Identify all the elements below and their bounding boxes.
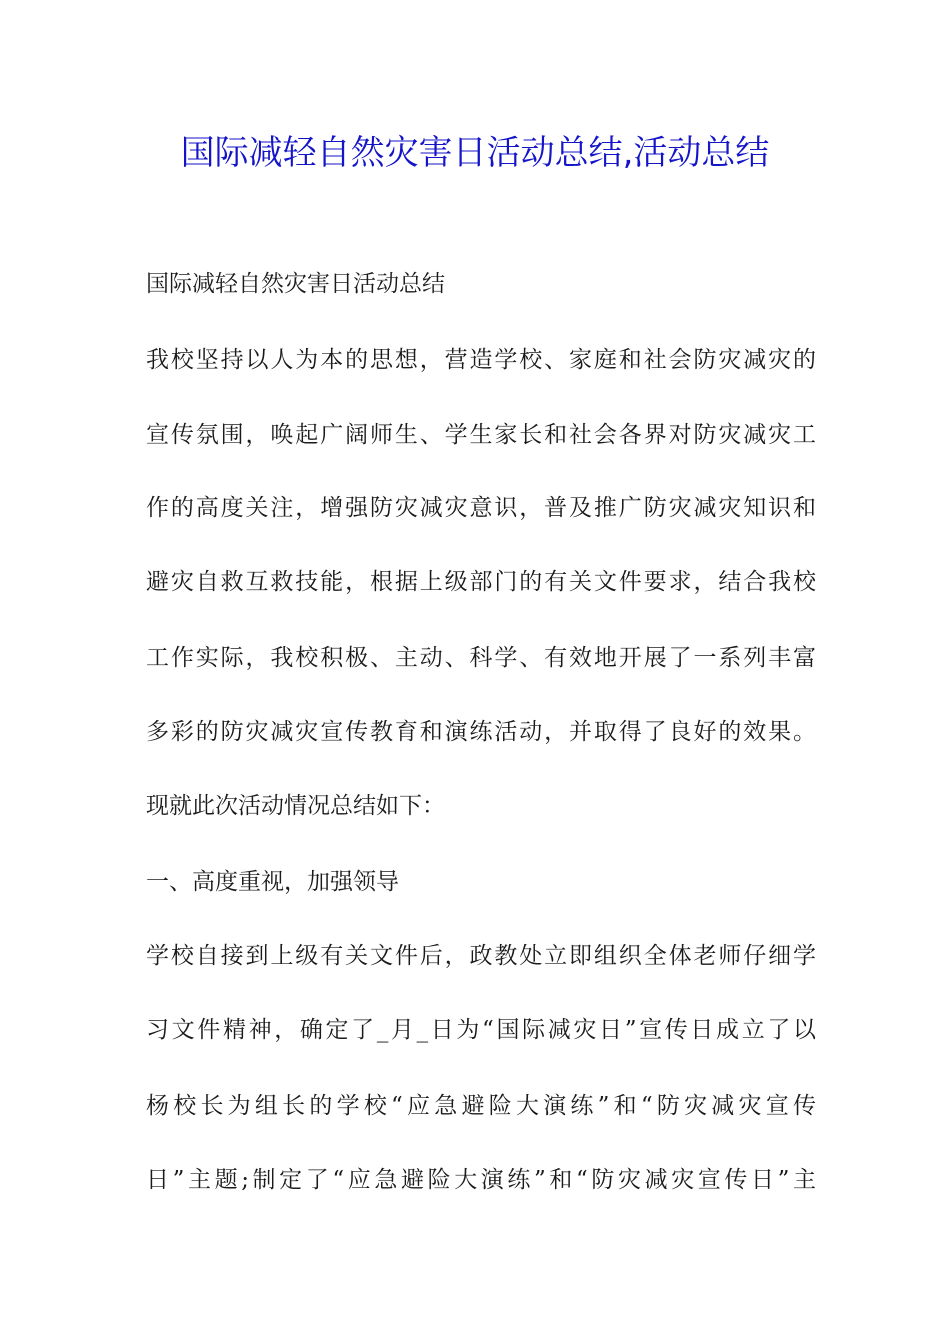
paragraph-line: 学校自接到上级有关文件后，政教处立即组织全体老师仔细学	[146, 943, 816, 969]
paragraph-line: 工作实际，我校积极、主动、科学、有效地开展了一系列丰富	[146, 645, 816, 671]
paragraph-line: 现就此次活动情况总结如下：	[146, 793, 445, 819]
paragraph-line: 习文件精神，确定了_月_日为“国际减灾日”宣传日成立了以	[146, 1017, 816, 1043]
document-subtitle: 国际减轻自然灾害日活动总结	[146, 271, 445, 297]
paragraph-line: 多彩的防灾减灾宣传教育和演练活动，并取得了良好的效果。	[146, 719, 816, 745]
paragraph-line: 我校坚持以人为本的思想，营造学校、家庭和社会防灾减灾的	[146, 347, 816, 373]
paragraph-line: 杨校长为组长的学校“应急避险大演练”和“防灾减灾宣传	[146, 1093, 816, 1119]
document-title: 国际减轻自然灾害日活动总结,活动总结	[180, 133, 770, 173]
paragraph-line: 避灾自救互救技能，根据上级部门的有关文件要求，结合我校	[146, 569, 816, 595]
paragraph-line: 日”主题;制定了“应急避险大演练”和“防灾减灾宣传日”主	[146, 1167, 816, 1193]
paragraph-line: 宣传氛围，唤起广阔师生、学生家长和社会各界对防灾减灾工	[146, 422, 816, 448]
section-heading: 一、高度重视，加强领导	[146, 869, 399, 895]
paragraph-line: 作的高度关注，增强防灾减灾意识，普及推广防灾减灾知识和	[146, 495, 816, 521]
